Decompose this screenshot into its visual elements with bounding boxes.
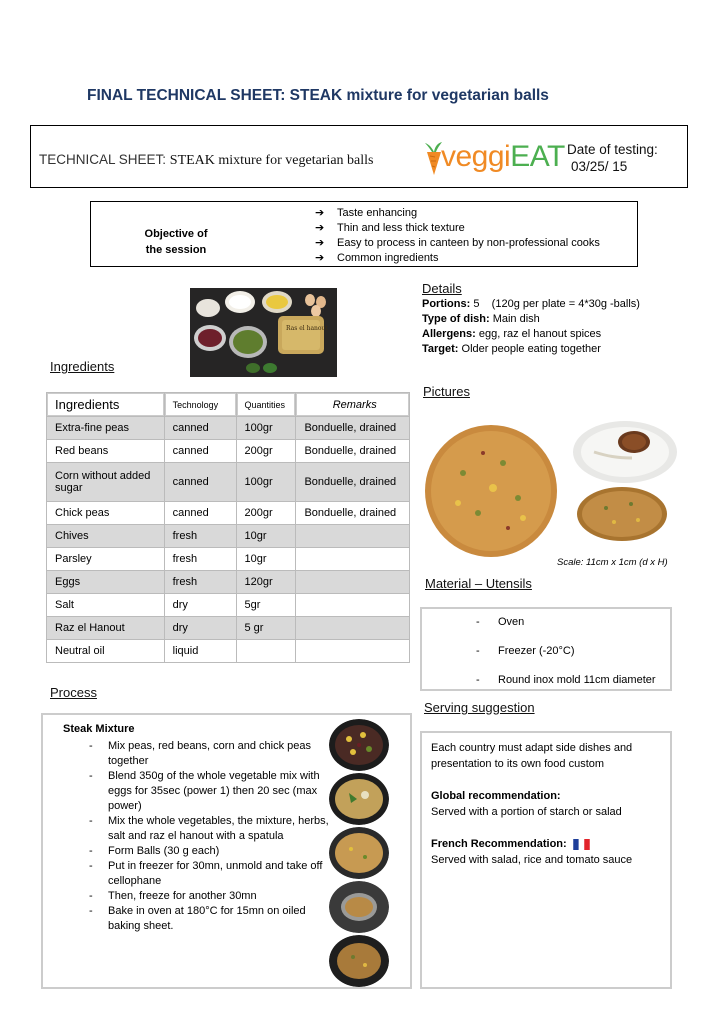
ingredients-photo-illustration [190, 288, 337, 377]
ingredients-table [46, 392, 410, 663]
header-label-sans: TECHNICAL SHEET: [39, 152, 170, 167]
arrow-right-icon: ➔ [315, 207, 325, 219]
cell-ingredient: Red beans [47, 440, 165, 463]
cell-ingredient: Parsley [47, 548, 165, 571]
cell-remarks [296, 594, 410, 617]
french-flag-icon [573, 839, 590, 850]
ingredients-section-title: Ingredients [50, 359, 115, 374]
objective-list [315, 206, 600, 266]
target-value: Older people eating together [458, 343, 601, 355]
cell-remarks [296, 571, 410, 594]
cell-remarks [296, 525, 410, 548]
objective-label-line1: Objective of [144, 228, 208, 240]
arrow-right-icon: ➔ [315, 252, 325, 264]
dash: - [476, 616, 480, 628]
header-quantities: Quantities [236, 393, 296, 417]
french-recommendation-text: Served with salad, rice and tomato sauce [431, 854, 633, 866]
process-section-title: Process [50, 685, 97, 700]
header-technology: Technology [164, 393, 236, 417]
type-label: Type of dish: [422, 313, 490, 325]
material-item-text: Freezer (-20°C) [498, 645, 575, 657]
objective-item-text: Thin and less thick texture [337, 222, 465, 234]
cell-ingredient: Salt [47, 594, 165, 617]
dash: - [476, 645, 480, 657]
date-label: Date of testing: [567, 142, 658, 157]
process-heading: Steak Mixture [63, 723, 135, 735]
step-photo-blend [329, 773, 389, 825]
cell-ingredient: Chick peas [47, 502, 165, 525]
objective-item [315, 236, 600, 251]
process-step-text: Put in freezer for 30mn, unmold and take off cellophane [108, 860, 323, 887]
process-step [89, 904, 329, 934]
step-illustration-blend [329, 773, 389, 825]
cell-ingredient: Chives [47, 525, 165, 548]
portions-value: 5 (120g per plate = 4*30g -balls) [470, 298, 640, 310]
process-step-text: Then, freeze for another 30mn [108, 890, 257, 902]
veggieat-logo [419, 136, 569, 178]
table-row [47, 594, 410, 617]
process-step [89, 814, 329, 844]
logo-eat: EAT [510, 140, 565, 173]
arrow-right-icon: ➔ [315, 237, 325, 249]
cell-remarks: Bonduelle, drained [296, 417, 410, 440]
dash: - [89, 905, 93, 917]
cell-remarks: Bonduelle, drained [296, 463, 410, 502]
cell-technology: canned [164, 440, 236, 463]
dash: - [89, 770, 93, 782]
dash: - [89, 815, 93, 827]
table-row [47, 617, 410, 640]
cell-quantity: 200gr [236, 440, 296, 463]
details-type [422, 312, 640, 327]
step-illustration-baked [329, 935, 389, 987]
cell-remarks: Bonduelle, drained [296, 440, 410, 463]
details-section-title: Details [422, 281, 462, 296]
scale-caption: Scale: 11cm x 1cm (d x H) [557, 557, 668, 568]
cell-technology: canned [164, 417, 236, 440]
table-row [47, 417, 410, 440]
table-row [47, 571, 410, 594]
dash: - [89, 890, 93, 902]
cell-ingredient: Raz el Hanout [47, 617, 165, 640]
material-item [476, 644, 656, 673]
process-step [89, 889, 329, 904]
process-steps [89, 739, 329, 934]
allergens-label: Allergens: [422, 328, 476, 340]
steak-photo-large [423, 423, 559, 559]
cell-remarks [296, 548, 410, 571]
serving-intro: Each country must adapt side dishes and presentation to its own food custom [431, 742, 633, 770]
header-label [39, 152, 374, 169]
ingredients-photo [190, 288, 337, 377]
cell-quantity: 10gr [236, 548, 296, 571]
table-row [47, 463, 410, 502]
step-illustration-mix [329, 719, 389, 771]
cell-quantity: 10gr [236, 525, 296, 548]
table-header-row [47, 393, 410, 417]
objective-item [315, 251, 600, 266]
step-photo-baked [329, 935, 389, 987]
plate-illustration [572, 420, 678, 484]
cell-quantity: 120gr [236, 571, 296, 594]
dash: - [89, 860, 93, 872]
details-body [422, 297, 640, 357]
table-row [47, 548, 410, 571]
process-step-text: Mix peas, red beans, corn and chick peas together [108, 740, 312, 767]
cell-technology: fresh [164, 548, 236, 571]
cell-ingredient: Extra-fine peas [47, 417, 165, 440]
objective-item-text: Easy to process in canteen by non-professional cooks [337, 237, 600, 249]
process-step-text: Bake in oven at 180°C for 15mn on oiled baking sheet. [108, 905, 306, 932]
cell-technology: fresh [164, 571, 236, 594]
french-recommendation [431, 836, 669, 868]
material-section-title: Material – Utensils [425, 576, 532, 591]
cell-technology: liquid [164, 640, 236, 663]
process-step-text: Form Balls (30 g each) [108, 845, 220, 857]
dash: - [89, 740, 93, 752]
allergens-value: egg, raz el hanout spices [475, 328, 602, 340]
details-allergens [422, 327, 640, 342]
cell-remarks [296, 640, 410, 663]
cell-ingredient: Eggs [47, 571, 165, 594]
process-box [41, 713, 412, 989]
cell-remarks: Bonduelle, drained [296, 502, 410, 525]
jar-label: Ras el hanout [286, 325, 328, 332]
cell-quantity: 100gr [236, 417, 296, 440]
date-value: 03/25/ 15 [571, 159, 628, 174]
cell-technology: dry [164, 594, 236, 617]
portions-label: Portions: [422, 298, 471, 310]
table-row [47, 502, 410, 525]
steak-illustration-small [576, 486, 668, 542]
step-photo-spatula [329, 827, 389, 879]
cell-quantity: 100gr [236, 463, 296, 502]
plated-steak-photo [572, 420, 678, 484]
page-title: FINAL TECHNICAL SHEET: STEAK mixture for vegetarian balls [87, 87, 549, 104]
objective-item-text: Taste enhancing [337, 207, 418, 219]
dash: - [89, 845, 93, 857]
table-row [47, 640, 410, 663]
cell-ingredient: Corn without added sugar [47, 463, 165, 502]
header-box [30, 125, 688, 188]
header-remarks: Remarks [296, 393, 410, 417]
cell-quantity: 5gr [236, 594, 296, 617]
serving-section-title: Serving suggestion [424, 700, 535, 715]
global-recommendation-label: Global recommendation: [431, 790, 561, 802]
serving-box [420, 731, 672, 989]
process-step [89, 739, 329, 769]
header-label-serif: STEAK mixture for vegetarian balls [169, 153, 374, 168]
logo-wordmark [441, 140, 565, 174]
french-recommendation-label: French Recommendation: [431, 838, 567, 850]
logo-veggi: veggi [441, 140, 511, 173]
serving-body [431, 740, 669, 868]
steak-illustration-large [423, 423, 559, 559]
arrow-right-icon: ➔ [315, 222, 325, 234]
material-item [476, 673, 656, 702]
cell-technology: canned [164, 463, 236, 502]
cell-quantity: 5 gr [236, 617, 296, 640]
objective-label [111, 226, 241, 258]
type-value: Main dish [489, 313, 540, 325]
process-step [89, 769, 329, 814]
process-step [89, 859, 329, 889]
cell-quantity: 200gr [236, 502, 296, 525]
process-step-text: Blend 350g of the whole vegetable mix with eggs for 35sec (power 1) then 20 sec (max power) [108, 770, 320, 812]
step-illustration-spatula [329, 827, 389, 879]
objective-label-line2: the session [145, 244, 207, 256]
pictures-section-title: Pictures [423, 384, 470, 399]
cell-technology: dry [164, 617, 236, 640]
cell-technology: canned [164, 502, 236, 525]
material-item [476, 615, 656, 644]
material-box [420, 607, 672, 691]
cell-technology: fresh [164, 525, 236, 548]
step-photo-molds [329, 881, 389, 933]
material-item-text: Oven [498, 616, 525, 628]
table-row [47, 440, 410, 463]
objective-item-text: Common ingredients [337, 252, 439, 264]
material-item-text: Round inox mold 11cm diameter [498, 674, 656, 686]
objective-item [315, 206, 600, 221]
cell-ingredient: Neutral oil [47, 640, 165, 663]
process-step-text: Mix the whole vegetables, the mixture, herbs, salt and raz el hanout with a spatula [108, 815, 329, 842]
table-row [47, 525, 410, 548]
details-target [422, 342, 640, 357]
objective-box [90, 201, 638, 267]
steak-photo-small [576, 486, 668, 542]
step-photo-mix [329, 719, 389, 771]
cell-remarks [296, 617, 410, 640]
details-portions [422, 297, 640, 312]
header-ingredients: Ingredients [47, 393, 165, 417]
objective-item [315, 221, 600, 236]
step-illustration-molds [329, 881, 389, 933]
cell-quantity [236, 640, 296, 663]
dash: - [476, 674, 480, 686]
material-list [476, 615, 656, 702]
target-label: Target: [422, 343, 459, 355]
process-step [89, 844, 329, 859]
global-recommendation-text: Served with a portion of starch or salad [431, 806, 622, 818]
global-recommendation [431, 788, 669, 820]
